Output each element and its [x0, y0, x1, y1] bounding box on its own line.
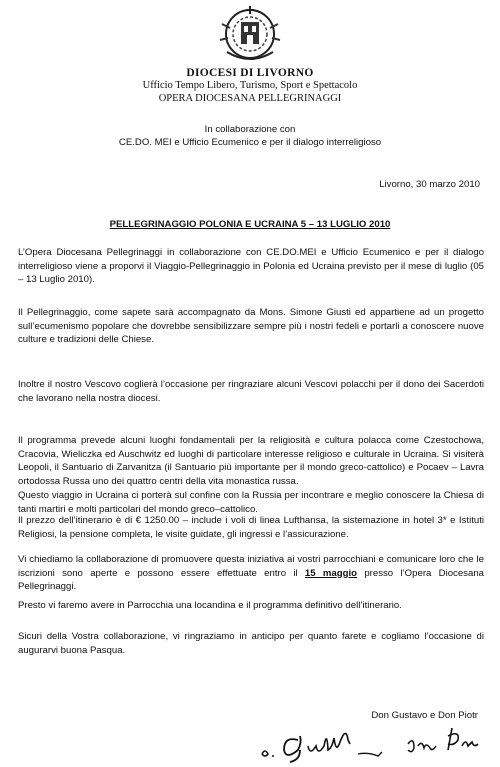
letter-subject: PELLEGRINAGGIO POLONIA E UCRAINA 5 – 13 LUGLIO 2010 [109, 219, 391, 230]
collaboration-block [0, 123, 500, 149]
registration-deadline: 15 maggio [304, 567, 358, 579]
handwritten-signature [258, 724, 486, 764]
paragraph-registration [18, 553, 484, 594]
paragraph-accompaniment: Il Pellegrinaggio, come sapete sarà accompagnato da Mons. Simone Giusti ed appartiene ad un progetto sull’ecumenismo popolare che dovrebbe sensibilizzare sempre più i nostri fedeli e portarli a conoscere nuove culture e tradizioni delle Chiese. [18, 307, 484, 346]
collaboration-intro: In collaborazione con [204, 124, 296, 135]
diocese-title: DIOCESI DI LIVORNO [186, 67, 314, 79]
paragraph-price: Il prezzo dell’itinerario è di € 1250.00 – include i voli di linea Lufthansa, la sistemazione in hotel 3* e Istituti Religiosi, la pensione completa, le visite guidate, gli ingressi e l’assicurazione. [18, 515, 484, 540]
letter-date: Livorno, 30 marzo 2010 [379, 179, 480, 190]
diocese-emblem-icon [213, 4, 287, 66]
letterhead [0, 66, 500, 105]
office-name: Ufficio Tempo Libero, Turismo, Sport e Spettacolo [142, 80, 358, 91]
collaboration-partners: CE.DO. MEI e Ufficio Ecumenico e per il dialogo interreligioso [118, 137, 382, 148]
programme-ukraine: Questo viaggio in Ucraina ci porterà sul confine con la Russia per incontrare e meglio conoscere la Chiesa di tanti martiri e molti particolari del mondo greco–cattolico. [18, 489, 484, 515]
paragraph-intro: L’Opera Diocesana Pellegrinaggi in collaborazione con CE.DO.MEI e Ufficio Ecumenico e per il dialogo interreligioso viene a proporvi il Viaggio-Pellegrinaggio in Polonia ed Ucraina previsto per il mese di luglio (05 – 13 Luglio 2010). [18, 247, 484, 286]
paragraph-closing: Sicuri della Vostra collaborazione, vi ringraziamo in anticipo per quanto farete e cogliamo l’occasione di augurarvi buona Pasqua. [18, 631, 484, 656]
opera-name: OPERA DIOCESANA PELLEGRINAGGI [158, 92, 342, 104]
signatories: Don Gustavo e Don Piotr [371, 710, 478, 721]
paragraph-programme [18, 434, 484, 516]
registration-text-end: presso l’Opera Diocesana Pellegrinaggi. [18, 567, 484, 593]
paragraph-poster: Presto vi faremo avere in Parrocchia una locandina e il programma definitivo dell’itinerario. [18, 600, 402, 611]
programme-places: Il programma prevede alcuni luoghi fondamentali per la religiosità e cultura polacca come Czestochowa, Cracovia, Wieliczka ed Auschwitz ed luoghi di particolare interesse religioso e culturale in Ucraina. Si visiterà Leopoli, il Santuario di Zarvanitza (il Santuario più importante per il mondo greco-cattolico) e Pocaev – Lavra ortodossa Russa uno dei quattro centri della vita monastica russa. [18, 435, 484, 488]
paragraph-bishop: Inoltre il nostro Vescovo coglierà l’occasione per ringraziare alcuni Vescovi polacchi per il dono dei Sacerdoti che lavorano nella nostra diocesi. [18, 379, 484, 404]
registration-text: Vi chiediamo la collaborazione di promuovere questa iniziativa ai vostri parrocchiani e comunicare loro che le iscrizioni sono aperte e possono essere effettuate entro il [18, 554, 484, 579]
